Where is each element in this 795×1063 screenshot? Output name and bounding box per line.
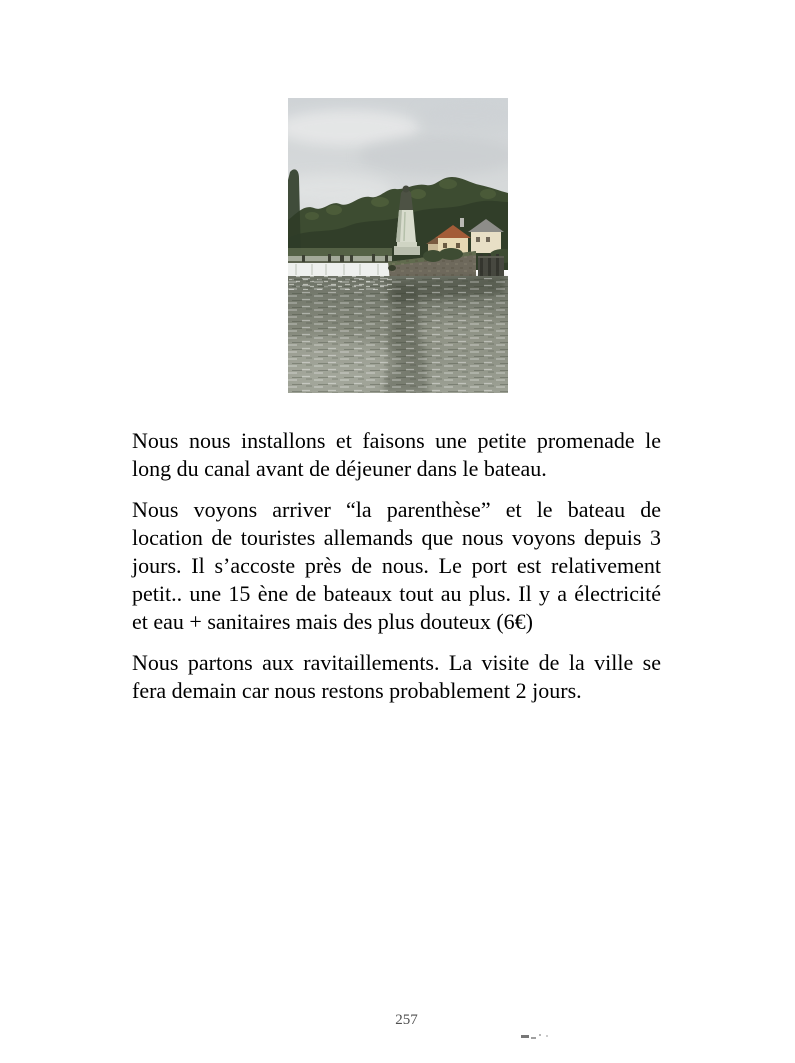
text-block: [132, 427, 661, 705]
photo-illustration: [288, 98, 508, 393]
paragraph: [132, 496, 661, 636]
paragraph: [132, 649, 661, 705]
river-scene-photo: [288, 98, 508, 393]
text-line: location de touristes allemands que nous voyons depuis 3: [132, 525, 661, 550]
water: [288, 276, 508, 393]
text-line: et eau + sanitaires mais des plus douteux (6€): [132, 609, 533, 634]
text-line: long du canal avant de déjeuner dans le bateau.: [132, 456, 547, 481]
scan-artifact-marks: [521, 1033, 549, 1041]
page-number: 257: [395, 1012, 418, 1028]
weir: [288, 254, 392, 277]
paragraph: [132, 427, 661, 483]
text-line: fera demain car nous restons probablement 2 jours.: [132, 678, 582, 703]
text-line: Nous partons aux ravitaillements. La visite de la ville se: [132, 650, 661, 675]
text-line: petit.. une 15 ène de bateaux tout au plus. Il y a électricité: [132, 581, 661, 606]
lock-gate: [478, 254, 504, 278]
text-line: Nous voyons arriver “la parenthèse” et le bateau de: [132, 497, 661, 522]
text-line: Nous nous installons et faisons une petite promenade le: [132, 428, 661, 453]
text-line: jours. Il s’accoste près de nous. Le port est relativement: [132, 553, 661, 578]
